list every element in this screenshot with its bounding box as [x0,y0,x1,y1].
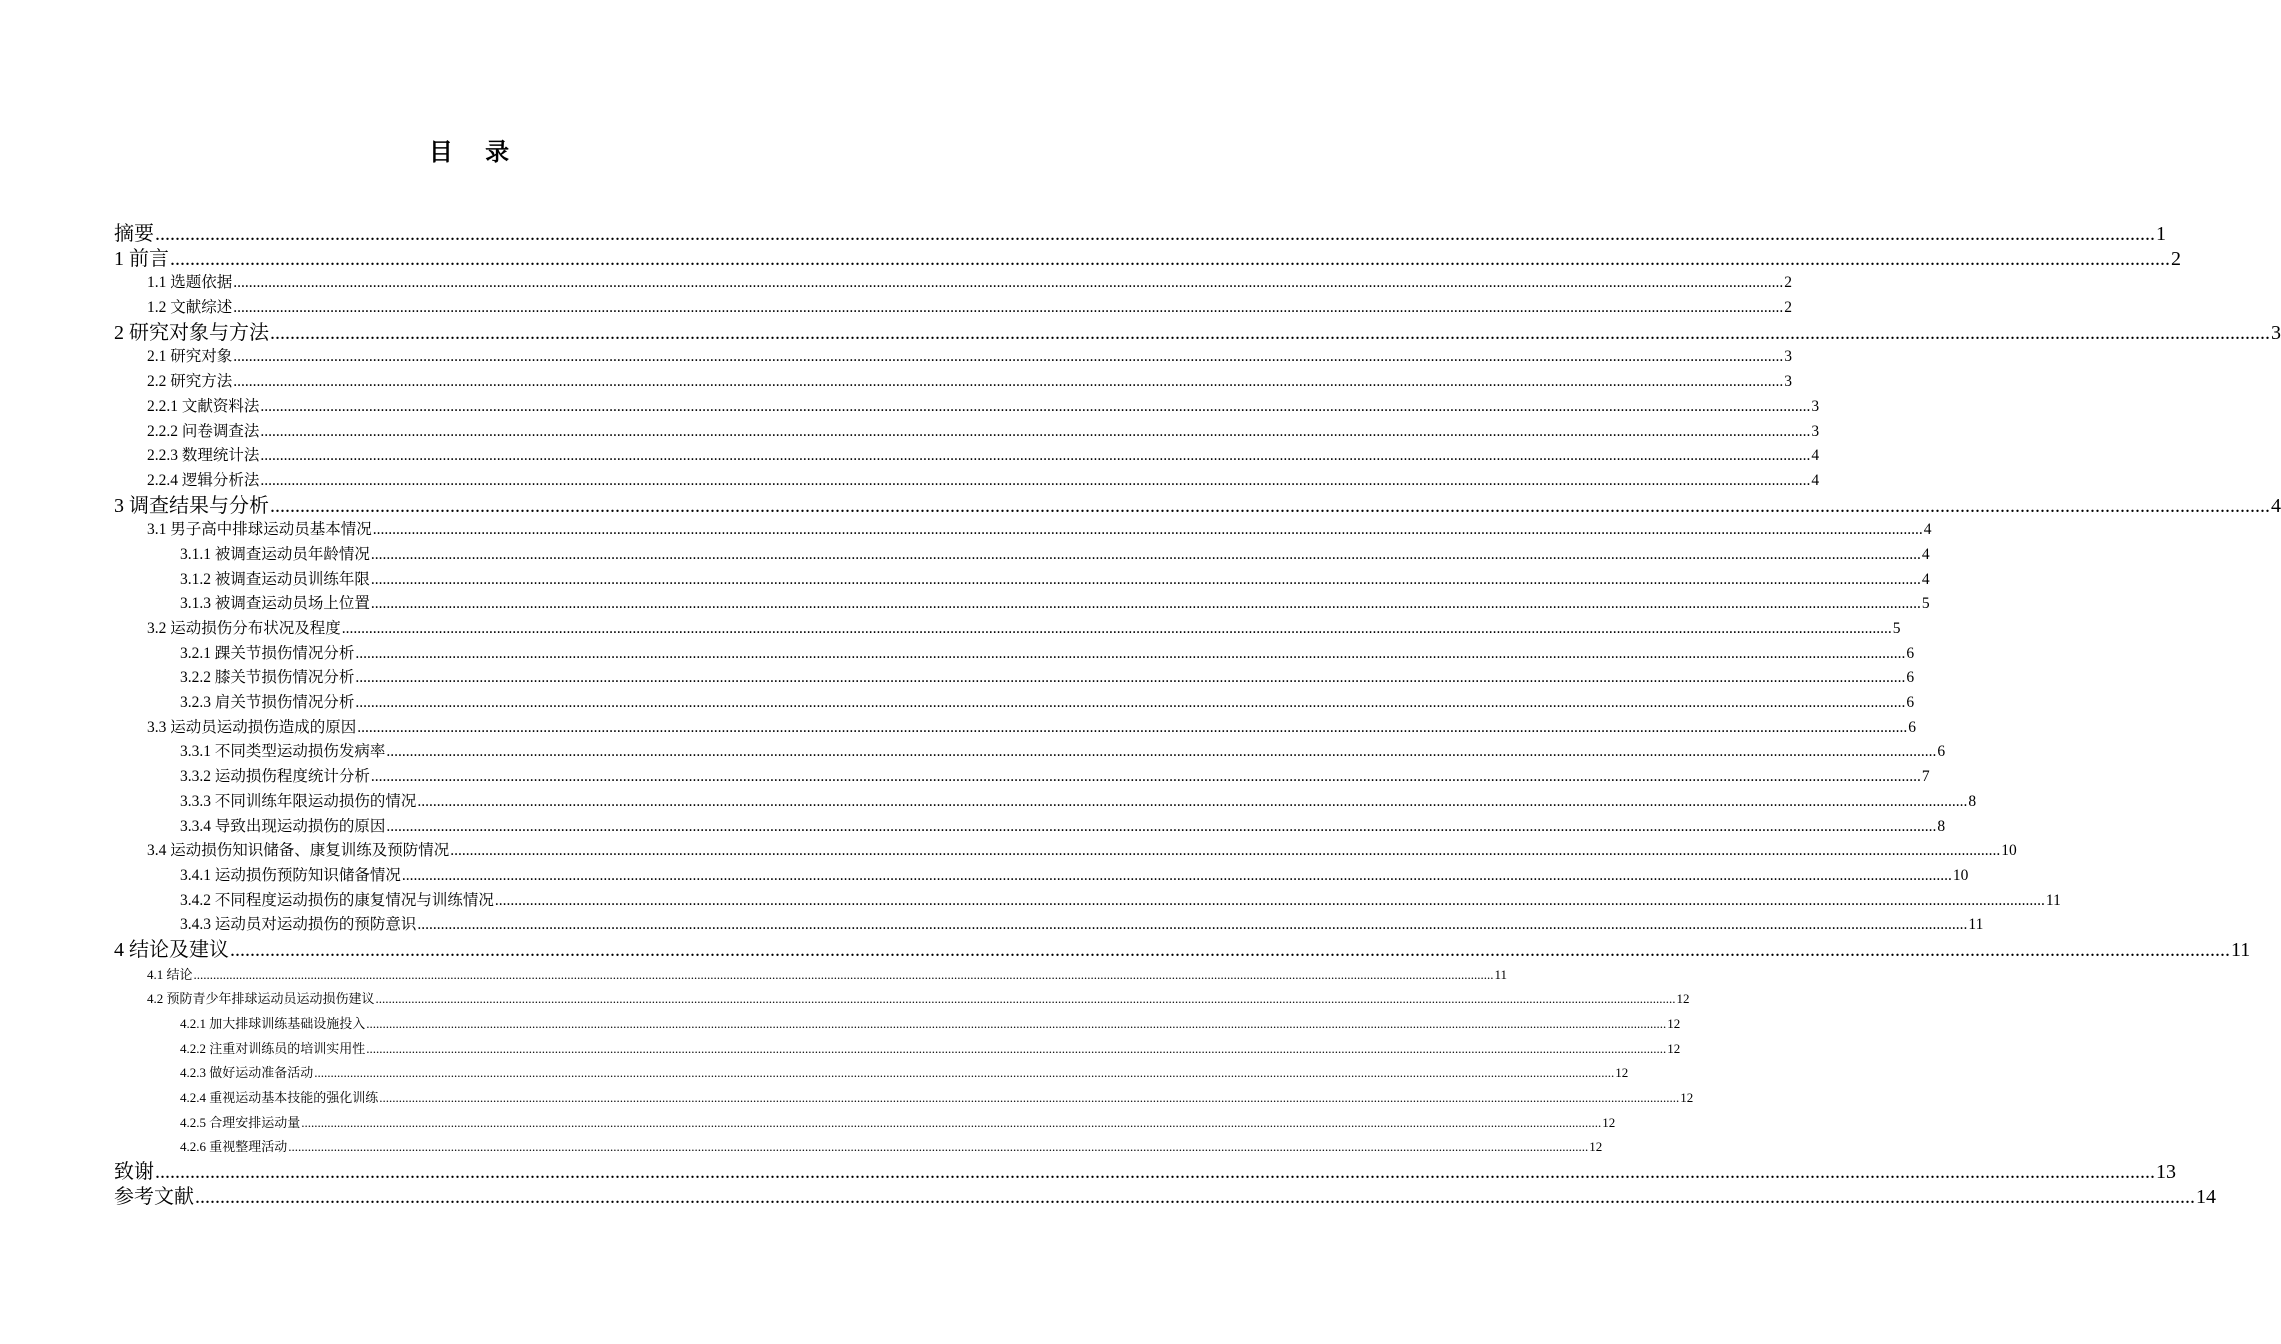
toc-entry[interactable] [114,247,2181,272]
toc-entry[interactable] [114,568,1930,593]
page-title: 目 录 [428,138,522,166]
toc-leader-dots: ................................................................................................................................................................................................................................................................................................................................................................................................................ [260,471,1811,489]
toc-entry[interactable] [114,395,1820,420]
toc-entry-label: 4 结论及建议 [114,938,229,961]
toc-entry[interactable] [114,543,1930,568]
toc-entry-label: 3.4.3 运动员对运动损伤的预防意识 [180,916,417,934]
toc-entry-page-number: 6 [1937,743,1946,761]
toc-entry-label: 3.1.3 被调查运动员场上位置 [180,595,370,613]
toc-entry[interactable] [114,321,2281,346]
toc-entry-label: 3.1 男子高中排球运动员基本情况 [147,521,372,539]
toc-entry-page-number: 4 [1811,447,1820,465]
toc-entry-label: 2.2.1 文献资料法 [147,397,260,415]
toc-entry[interactable] [114,815,1946,840]
toc-leader-dots: ................................................................................................................................................................................................................................................................................................................................................................................................................ [494,891,2045,909]
toc-entry-page-number: 6 [1906,669,1915,687]
toc-entry-label: 3.3.1 不同类型运动损伤发病率 [180,743,386,761]
toc-entry-label: 3 调查结果与分析 [114,494,269,517]
toc-entry[interactable] [114,370,1793,395]
toc-entry-label: 4.2.5 合理安排运动量 [180,1114,301,1130]
toc-leader-dots: ................................................................................................................................................................................................................................................................................................................................................................................................................ [355,644,1906,662]
toc-entry[interactable] [114,889,2061,914]
toc-entry-page-number: 8 [1968,792,1977,810]
toc-entry-page-number: 8 [1937,817,1946,835]
toc-leader-dots: ................................................................................................................................................................................................................................................................................................................................................................................................................ [195,1185,2195,1208]
toc-entry-label: 3.4.1 运动损伤预防知识储备情况 [180,866,401,884]
toc-entry[interactable] [114,222,2166,247]
toc-entry-page-number: 3 [2271,321,2281,344]
toc-entry-page-number: 3 [1811,397,1820,415]
toc-entry[interactable] [114,617,1901,642]
toc-leader-dots: ................................................................................................................................................................................................................................................................................................................................................................................................................ [270,321,2270,344]
toc-leader-dots: ................................................................................................................................................................................................................................................................................................................................................................................................................ [355,669,1906,687]
toc-leader-dots: ................................................................................................................................................................................................................................................................................................................................................................................................................ [260,397,1811,415]
toc-entry[interactable] [114,296,1793,321]
toc-entry-label: 参考文献 [114,1185,194,1208]
toc-leader-dots: ................................................................................................................................................................................................................................................................................................................................................................................................................ [417,792,1968,810]
toc-entry-label: 2.2.3 数理统计法 [147,447,260,465]
toc-leader-dots: ................................................................................................................................................................................................................................................................................................................................................................................................................ [233,299,1784,317]
toc-entry-label: 致谢 [114,1161,154,1184]
toc-entry-page-number: 6 [1908,718,1917,736]
toc-entry-page-number: 11 [2231,938,2251,961]
toc-entry-page-number: 12 [1602,1114,1616,1130]
toc-leader-dots: ................................................................................................................................................................................................................................................................................................................................................................................................................ [155,1161,2155,1184]
toc-entry-page-number: 2 [1784,274,1793,292]
toc-entry-page-number: 11 [1968,916,1984,934]
toc-entry[interactable] [114,716,1917,741]
toc-leader-dots: ................................................................................................................................................................................................................................................................................................................................................................................................................ [155,223,2155,245]
toc-entry[interactable] [114,691,1915,716]
toc-entry-label: 1.1 选题依据 [147,274,233,292]
toc-entry-page-number: 12 [1680,1090,1694,1106]
toc-entry[interactable] [114,518,1932,543]
toc-entry[interactable] [114,987,1690,1012]
toc-entry-label: 2.2.2 问卷调查法 [147,422,260,440]
toc-entry-label: 2 研究对象与方法 [114,321,269,344]
toc-entry[interactable] [114,666,1915,691]
toc-leader-dots: ................................................................................................................................................................................................................................................................................................................................................................................................................ [401,866,1952,884]
toc-leader-dots: ................................................................................................................................................................................................................................................................................................................................................................................................................ [372,521,1923,539]
toc-entry-label: 3.2.3 肩关节损伤情况分析 [180,694,355,712]
toc-leader-dots: ................................................................................................................................................................................................................................................................................................................................................................................................................ [288,1139,1589,1155]
toc-entry-label: 3.3.3 不同训练年限运动损伤的情况 [180,792,417,810]
toc-entry-page-number: 2 [2171,247,2181,270]
toc-entry-page-number: 5 [1921,595,1930,613]
toc-entry-label: 摘要 [114,223,154,245]
toc-leader-dots: ................................................................................................................................................................................................................................................................................................................................................................................................................ [233,348,1784,366]
toc-entry[interactable] [114,938,2251,963]
toc-leader-dots: ................................................................................................................................................................................................................................................................................................................................................................................................................ [450,842,2001,860]
toc-entry-page-number: 4 [1921,570,1930,588]
toc-entry[interactable] [114,963,1508,988]
toc-entry-label: 4.2.2 注重对训练员的培训实用性 [180,1040,366,1056]
toc-leader-dots: ................................................................................................................................................................................................................................................................................................................................................................................................................ [386,743,1937,761]
toc-entry[interactable] [114,444,1820,469]
toc-leader-dots: ................................................................................................................................................................................................................................................................................................................................................................................................................ [270,494,2270,517]
toc-leader-dots: ................................................................................................................................................................................................................................................................................................................................................................................................................ [355,694,1906,712]
toc-entry[interactable] [114,642,1915,667]
toc-entry-label: 1 前言 [114,247,169,270]
toc-entry[interactable] [114,740,1946,765]
toc-entry-label: 3.2 运动损伤分布状况及程度 [147,620,341,637]
toc-entry-label: 3.1.2 被调查运动员训练年限 [180,570,370,588]
toc-entry[interactable] [114,592,1930,617]
toc-entry-label: 4.2.3 做好运动准备活动 [180,1065,314,1081]
toc-leader-dots: ................................................................................................................................................................................................................................................................................................................................................................................................................ [370,545,1921,563]
toc-entry-page-number: 4 [2271,494,2281,517]
toc-entry[interactable] [114,913,1984,938]
toc-entry[interactable] [114,1135,1603,1160]
toc-leader-dots: ................................................................................................................................................................................................................................................................................................................................................................................................................ [357,718,1908,736]
toc-entry-label: 4.2.1 加大排球训练基础设施投入 [180,1016,366,1031]
toc-entry-page-number: 6 [1906,644,1915,662]
toc-entry[interactable] [114,765,1930,790]
toc-leader-dots: ................................................................................................................................................................................................................................................................................................................................................................................................................ [233,373,1784,391]
toc-entry[interactable] [114,494,2281,519]
toc-entry-label: 4.2.4 重视运动基本技能的强化训练 [180,1090,379,1106]
toc-leader-dots: ................................................................................................................................................................................................................................................................................................................................................................................................................ [379,1090,1680,1106]
toc-entry[interactable] [114,1160,2176,1185]
toc-entry-label: 4.1 结论 [147,966,193,982]
toc-entry[interactable] [114,1086,1694,1111]
toc-entry-label: 3.4.2 不同程度运动损伤的康复情况与训练情况 [180,891,494,909]
toc-entry-label: 3.3 运动员运动损伤造成的原因 [147,718,357,736]
toc-entry-page-number: 2 [1784,299,1793,317]
toc-entry[interactable] [114,1012,1681,1037]
toc-leader-dots: ................................................................................................................................................................................................................................................................................................................................................................................................................ [366,1040,1667,1056]
toc-entry[interactable] [114,345,1793,370]
toc-leader-dots: ................................................................................................................................................................................................................................................................................................................................................................................................................ [170,247,2170,270]
toc-leader-dots: ................................................................................................................................................................................................................................................................................................................................................................................................................ [366,1016,1667,1031]
toc-entry-page-number: 10 [2001,842,2017,860]
toc-leader-dots: ................................................................................................................................................................................................................................................................................................................................................................................................................ [193,966,1494,982]
toc-leader-dots: ................................................................................................................................................................................................................................................................................................................................................................................................................ [417,916,1968,934]
toc-leader-dots: ................................................................................................................................................................................................................................................................................................................................................................................................................ [314,1065,1615,1081]
toc-entry-label: 3.2.2 膝关节损伤情况分析 [180,669,355,687]
toc-entry-page-number: 11 [1494,966,1508,982]
toc-entry-label: 4.2 预防青少年排球运动员运动损伤建议 [147,991,375,1007]
toc-entry-page-number: 12 [1667,1016,1681,1031]
toc-entry[interactable] [114,1185,2216,1210]
toc-leader-dots: ................................................................................................................................................................................................................................................................................................................................................................................................................ [260,447,1811,465]
toc-leader-dots: ................................................................................................................................................................................................................................................................................................................................................................................................................ [233,274,1784,292]
toc-entry-page-number: 3 [1784,373,1793,391]
toc-entry-page-number: 3 [1784,348,1793,366]
toc-entry-label: 1.2 文献综述 [147,299,233,317]
toc-entry-label: 2.1 研究对象 [147,348,233,366]
toc-entry-label: 2.2 研究方法 [147,373,233,391]
toc-entry-page-number: 1 [2156,223,2166,245]
toc-entry[interactable] [114,864,1969,889]
toc-entry-label: 3.1.1 被调查运动员年龄情况 [180,545,370,563]
toc-entry-page-number: 4 [1923,521,1932,539]
toc-leader-dots: ................................................................................................................................................................................................................................................................................................................................................................................................................ [301,1114,1602,1130]
toc-entry[interactable] [114,469,1820,494]
toc-entry-label: 4.2.6 重视整理活动 [180,1139,288,1155]
toc-entry[interactable] [114,790,1977,815]
toc-leader-dots: ................................................................................................................................................................................................................................................................................................................................................................................................................ [386,817,1937,835]
toc-entry-page-number: 14 [2196,1185,2216,1208]
toc-entry-page-number: 12 [1667,1040,1681,1056]
toc-leader-dots: ................................................................................................................................................................................................................................................................................................................................................................................................................ [230,938,2230,961]
toc-leader-dots: ................................................................................................................................................................................................................................................................................................................................................................................................................ [370,570,1921,588]
toc-entry-label: 3.3.4 导致出现运动损伤的原因 [180,817,386,835]
toc-entry-page-number: 5 [1892,620,1901,637]
toc-entry[interactable] [114,839,2017,864]
toc-leader-dots: ................................................................................................................................................................................................................................................................................................................................................................................................................ [260,422,1811,440]
toc-entry-page-number: 12 [1676,991,1690,1007]
toc-entry-label: 3.4 运动损伤知识储备、康复训练及预防情况 [147,842,450,860]
toc-entry-label: 3.2.1 踝关节损伤情况分析 [180,644,355,662]
table-of-contents [114,222,2281,1210]
toc-entry-label: 2.2.4 逻辑分析法 [147,471,260,489]
toc-entry-page-number: 6 [1906,694,1915,712]
toc-entry[interactable] [114,420,1820,445]
toc-entry[interactable] [114,1111,1616,1136]
toc-entry[interactable] [114,1037,1681,1062]
toc-leader-dots: ................................................................................................................................................................................................................................................................................................................................................................................................................ [370,768,1921,786]
toc-leader-dots: ................................................................................................................................................................................................................................................................................................................................................................................................................ [375,991,1676,1007]
toc-entry-page-number: 11 [2045,891,2061,909]
toc-entry-page-number: 7 [1921,768,1930,786]
toc-entry[interactable] [114,271,1793,296]
toc-leader-dots: ................................................................................................................................................................................................................................................................................................................................................................................................................ [341,620,1892,637]
toc-leader-dots: ................................................................................................................................................................................................................................................................................................................................................................................................................ [370,595,1921,613]
toc-entry-page-number: 4 [1921,545,1930,563]
toc-entry[interactable] [114,1061,1629,1086]
toc-entry-page-number: 4 [1811,471,1820,489]
toc-entry-page-number: 13 [2156,1161,2176,1184]
toc-entry-page-number: 12 [1615,1065,1629,1081]
toc-entry-page-number: 12 [1589,1139,1603,1155]
toc-entry-label: 3.3.2 运动损伤程度统计分析 [180,768,370,786]
toc-entry-page-number: 10 [1952,866,1969,884]
toc-entry-page-number: 3 [1811,422,1820,440]
